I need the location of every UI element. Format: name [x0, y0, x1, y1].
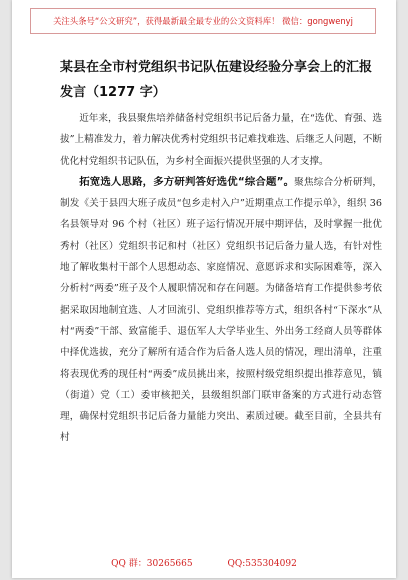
footer — [12, 556, 396, 572]
qq-contact-text: QQ:535304092 — [227, 559, 297, 569]
section-paragraph — [60, 172, 382, 449]
section-heading: 拓宽选人思路，多方研判答好选优“综合题”。 — [79, 175, 295, 188]
promo-banner: 关注头条号“公文研究”，获得最新最全最专业的公文资料库！ 微信：gongwenyj — [30, 8, 376, 34]
page-title: 某县在全市村党组织书记队伍建设经验分享会上的汇报发言（1277 字） — [60, 60, 373, 100]
document-body — [60, 108, 382, 449]
qq-group-text: QQ 群：30265665 — [111, 559, 193, 569]
section-text: 聚焦综合分析研判，制发《关于县四大班子成员“包乡走村入户”近期重点工作提示单》，组织 36 名县领导对 96 个村（社区）班子运行情况开展中期评估，及时掌握一批优秀村（社区）党组织书记和村（社区）党组织书记后备力量人选，有针对性地了解收集村干部个人思想动态、家庭情况、意愿诉求和实际困难等，深入分析村“两委”班子及个人履职情况和存在问题。为储备培育工作提供参考依据采取因地制宜选、人才回流引、党组织推荐等方式，组织各村“下深水”从村“两委”干部、致富能手、退伍军人大学毕业生、外出务工经商人员等群体中择优选拔，充分了解所有适合作为后备人选人员的情况，理出清单，注重将表现优秀的现任村“两委”成员挑出来，按照村级党组织提出推荐意见，镇（街道）党（工）委审核把关，县级组织部门联审备案的方式进行动态管理，确保村党组织书记后备力量能力突出、素质过硬。截至目前，全县共有村 — [60, 176, 383, 444]
intro-paragraph: 近年来，我县聚焦培养储备村党组织书记后备力量，在“选优、育强、选拔”上精准发力，着力解决优秀村党组织书记难找难选、后继乏人问题，不断优化村党组织书记队伍，为乡村全面振兴提供坚强的人才支撑。 — [60, 113, 382, 167]
document-page — [12, 0, 396, 578]
